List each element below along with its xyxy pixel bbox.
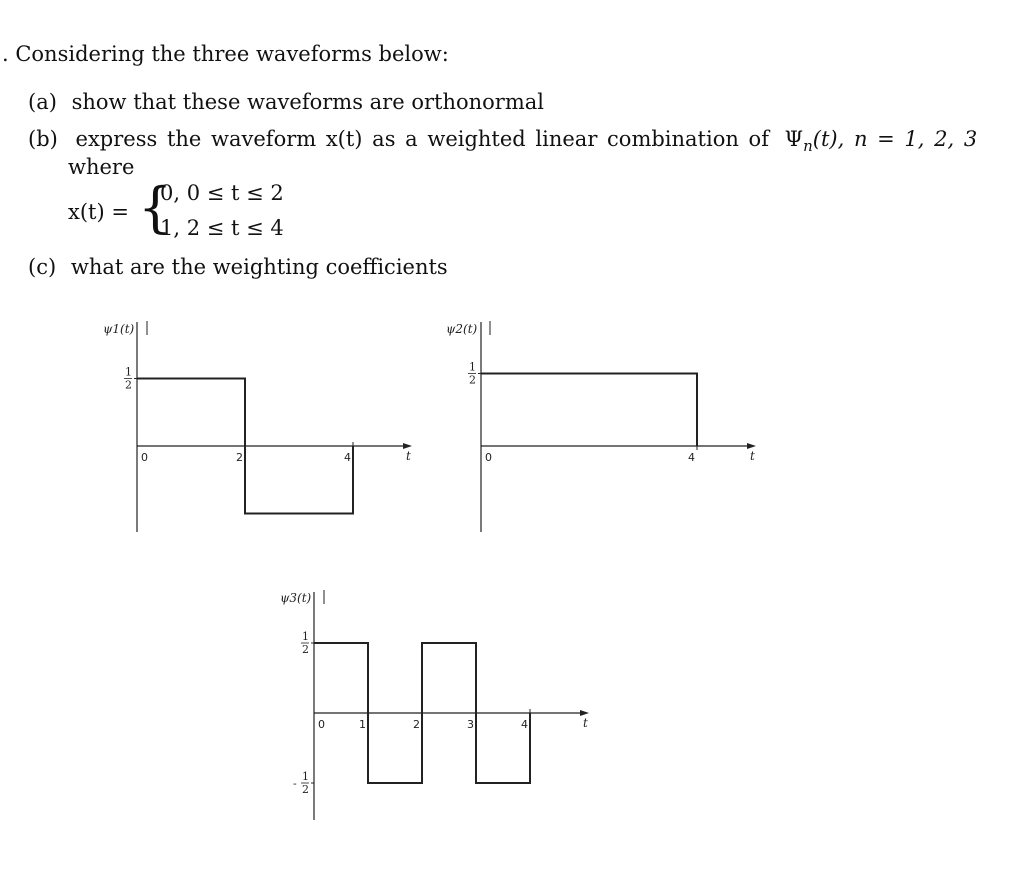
x-tick-label: 4 <box>344 451 351 464</box>
waveform-line <box>481 374 697 447</box>
y-tick-denominator: 2 <box>125 378 132 392</box>
y-tick-denominator: 2 <box>302 783 309 796</box>
case-2: 1, 2 ≤ t ≤ 4 <box>160 216 284 240</box>
part-a-text: show that these waveforms are orthonormal <box>71 90 544 114</box>
plot-psi3 <box>280 590 589 820</box>
part-b-label: (b) <box>28 127 58 151</box>
y-tick-minus: - <box>293 777 297 790</box>
y-axis-label: ψ3(t) <box>280 591 312 605</box>
x-tick-label: 1 <box>359 718 366 731</box>
x-axis-label: t <box>583 716 588 730</box>
part-c-text: what are the weighting coefficients <box>70 255 448 279</box>
x-tick-label: 4 <box>521 718 528 731</box>
x-axis-label: t <box>406 449 411 463</box>
x-tick-label: 3 <box>467 718 474 731</box>
intro-text: . Considering the three waveforms below: <box>2 42 449 66</box>
y-tick-denominator: 2 <box>302 643 309 656</box>
where-text: where <box>68 155 135 179</box>
case-brace: { <box>138 176 173 239</box>
part-c-label: (c) <box>28 255 57 279</box>
y-axis-label: ψ1(t) <box>103 322 135 336</box>
x-tick-label: 0 <box>485 451 492 464</box>
x-lhs: x(t) = <box>68 200 129 224</box>
part-a-label: (a) <box>28 90 57 114</box>
y-tick-numerator: 1 <box>469 360 476 374</box>
plot-psi2 <box>446 321 756 532</box>
y-tick-numerator: 1 <box>302 630 309 643</box>
psi-subscript: n <box>803 137 813 156</box>
x-axis-label: t <box>750 449 755 463</box>
x-tick-label: 0 <box>141 451 148 464</box>
y-tick-numerator: 1 <box>302 770 309 783</box>
y-tick-numerator: 1 <box>125 365 132 379</box>
x-tick-label: 2 <box>236 451 243 464</box>
part-b-text: express the waveform x(t) as a weighted linear combination of <box>75 127 769 151</box>
x-tick-label: 2 <box>413 718 420 731</box>
case-1: 0, 0 ≤ t ≤ 2 <box>160 181 284 205</box>
x-tick-label: 0 <box>318 718 325 731</box>
y-tick-denominator: 2 <box>469 373 476 387</box>
x-tick-label: 4 <box>688 451 695 464</box>
part-b-rest: (t), n = 1, 2, 3 <box>812 127 978 151</box>
plot-psi1 <box>103 321 412 532</box>
psi-symbol: Ψ <box>784 127 804 151</box>
y-axis-label: ψ2(t) <box>446 322 478 336</box>
